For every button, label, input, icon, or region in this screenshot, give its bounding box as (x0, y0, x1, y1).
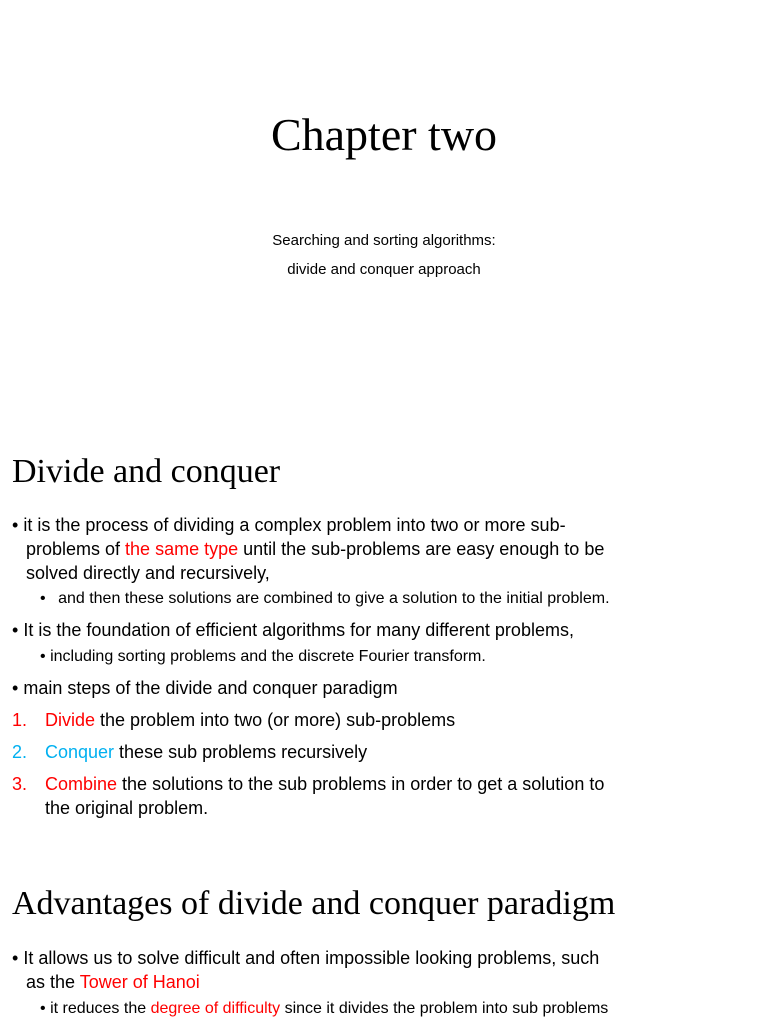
bullet-glyph: • (12, 678, 19, 698)
highlight-tower-of-hanoi: Tower of Hanoi (79, 972, 200, 992)
sub-bullet-degree-difficulty (40, 999, 608, 1019)
subtitle-line-1: Searching and sorting algorithms: (272, 232, 496, 249)
bullet-difficult-problems-line-2 (26, 970, 200, 994)
step-keyword-combine: Combine (45, 774, 118, 794)
bullet-text: problems of (26, 539, 126, 559)
bullet-glyph: • (40, 1000, 46, 1017)
sub-bullet-text: and then these solutions are combined to give a solution to the initial problem. (58, 590, 610, 607)
bullet-text: main steps of the divide and conquer paradigm (23, 678, 398, 698)
step-combine (12, 772, 604, 796)
bullet-main-steps (12, 676, 398, 700)
bullet-process-line-2 (26, 537, 604, 561)
sub-bullet-combined (40, 589, 610, 609)
bullet-text: as the (26, 972, 80, 992)
highlight-degree-of-difficulty: degree of difficulty (150, 1000, 281, 1017)
bullet-glyph: • (12, 515, 19, 535)
sub-bullet-sorting (40, 647, 486, 667)
bullet-text: It is the foundation of efficient algorithms for many different problems, (23, 620, 574, 640)
bullet-foundation (12, 618, 574, 642)
bullet-glyph: • (40, 648, 46, 665)
step-text: the solutions to the sub problems in order to get a solution to (117, 774, 605, 794)
bullet-difficult-problems-line-1 (12, 946, 599, 970)
step-number: 1. (12, 710, 28, 730)
bullet-glyph: • (40, 590, 46, 607)
divide-conquer-heading: Divide and conquer (12, 453, 281, 490)
sub-bullet-text: it reduces the (50, 1000, 151, 1017)
bullet-text: it is the process of dividing a complex problem into two or more sub- (23, 515, 566, 535)
step-text: these sub problems recursively (114, 742, 368, 762)
bullet-glyph: • (12, 948, 19, 968)
step-keyword-divide: Divide (45, 710, 96, 730)
bullet-process-line-1 (12, 513, 566, 537)
advantages-heading: Advantages of divide and conquer paradigm (12, 885, 616, 922)
chapter-title: Chapter two (270, 109, 498, 160)
highlight-same-type: the same type (125, 539, 239, 559)
step-text: the problem into two (or more) sub-problems (95, 710, 456, 730)
subtitle-line-2: divide and conquer approach (287, 261, 481, 278)
bullet-process-line-3: solved directly and recursively, (26, 563, 270, 583)
bullet-text: It allows us to solve difficult and often impossible looking problems, such (23, 948, 600, 968)
sub-bullet-text: including sorting problems and the discrete Fourier transform. (50, 648, 486, 665)
step-number: 3. (12, 774, 28, 794)
bullet-glyph: • (12, 620, 19, 640)
bullet-text: until the sub-problems are easy enough to be (238, 539, 605, 559)
step-combine-continued: the original problem. (45, 798, 209, 818)
step-conquer (12, 740, 367, 764)
step-divide (12, 708, 455, 732)
sub-bullet-text: since it divides the problem into sub problems (280, 1000, 609, 1017)
chapter-subtitle (0, 226, 768, 284)
step-number: 2. (12, 742, 28, 762)
step-keyword-conquer: Conquer (45, 742, 115, 762)
